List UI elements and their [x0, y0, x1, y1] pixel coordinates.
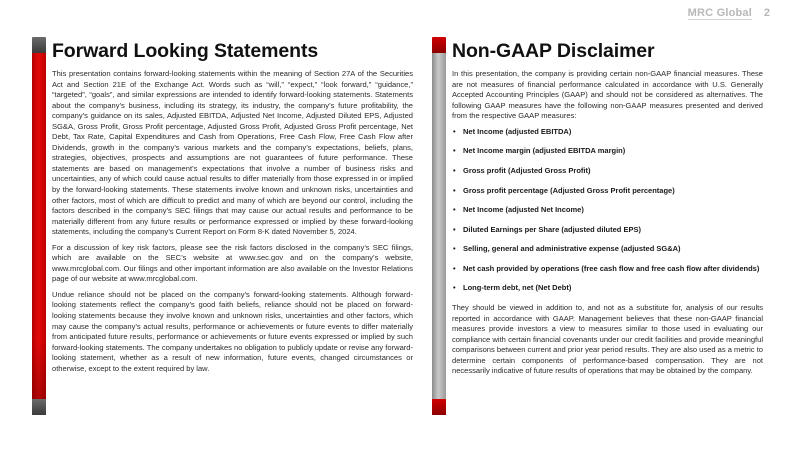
- list-item: [452, 205, 763, 215]
- bullet-icon: •: [453, 146, 456, 156]
- list-item: [452, 127, 763, 137]
- bullet-icon: •: [453, 165, 456, 175]
- list-item-text: Net Income (adjusted EBITDA): [463, 126, 572, 136]
- bullet-icon: •: [453, 205, 456, 215]
- forward-looking-statements-section: [52, 40, 413, 379]
- paragraph: This presentation contains forward-looking statements within the meaning of Section 27A of the Securities Act and Section 21E of the Exchange Act. Words such as “will,” “expect,” “look forward,” “guidance,” “targeted”, “goals”, and similar expressions are intended to identify forward-looking statements. Statements about the company’s business, including its strategy, its industry, the company’s future profitability, the company’s guidance on its sales, Adjusted EBITDA, Adjusted Net Income, Adjusted Diluted EPS, Adjusted SG&A, Gross Profit, Gross Profit percentage, Adjusted Gross Profit, Adjusted Gross Profit percentage, Net Debt, Tax Rate, Capital Expenditures and Cash from Operations, Free Cash Flow, Free Cash Flow after Dividends, growth in the company’s various markets and the company’s expectations, beliefs, plans, strategies, objectives, prospects and assumptions are not guarantees of future performance. These statements are based on management’s expectations that involve a number of business risks and uncertainties, any of which could cause actual results to differ materially from those expressed in or implied by the forward-looking statements. These statements involve known and unknown risks, uncertainties and other factors, most of which are difficult to predict and many of which are beyond our control, including the factors described in the company’s SEC filings that may cause our actual results and performance to be materially different from any future results or performance expressed or implied by these forward-looking statements, including the company’s Current Report on Form 8-K dated November 5, 2024.: [52, 69, 413, 237]
- page-number: 2: [763, 7, 770, 19]
- list-item: [452, 166, 763, 176]
- closing-paragraph: They should be viewed in addition to, and not as a substitute for, analysis of our results reported in accordance with GAAP. Management believes that these non-GAAP financial measures provide investors a view to measures similar to those used in evaluating our compliance with certain financial covenants under our credit facilities and provide meaningful comparisons between current and prior year period results. They are also used as a metric to determine certain components of performance-based compensation. They are not necessarily indicative of future results of operations that may be obtained by the company.: [452, 303, 763, 376]
- list-item: [452, 225, 763, 235]
- right-bar-top-cap: [432, 37, 446, 53]
- list-item-text: Net cash provided by operations (free cash flow and free cash flow after dividends): [463, 263, 760, 273]
- list-item-text: Gross profit percentage (Adjusted Gross Profit percentage): [463, 185, 675, 195]
- gaap-measures-list: [452, 127, 763, 294]
- section-title: Non-GAAP Disclaimer: [452, 40, 655, 62]
- paragraph: For a discussion of key risk factors, please see the risk factors disclosed in the company’s SEC filings, which are available on the SEC’s website at www.sec.gov and on the company’s website, www.mrcglobal.com. Our filings and other important information are also available on the Investor Relations page of our website at www.mrcglobal.com.: [52, 242, 413, 284]
- list-item: [452, 244, 763, 254]
- list-item: [452, 264, 763, 274]
- list-item-text: Net Income (adjusted Net Income): [463, 205, 584, 215]
- bullet-icon: •: [453, 263, 456, 273]
- list-item-text: Selling, general and administrative expense (adjusted SG&A): [463, 244, 681, 254]
- bullet-icon: •: [453, 244, 456, 254]
- left-bar-body: [32, 53, 46, 399]
- bullet-icon: •: [453, 126, 456, 136]
- left-bar-top-cap: [32, 37, 46, 53]
- list-item-text: Net Income margin (adjusted EBITDA margin): [463, 146, 626, 156]
- bullet-icon: •: [453, 185, 456, 195]
- bullet-icon: •: [453, 224, 456, 234]
- right-bar-body: [432, 53, 446, 399]
- non-gaap-disclaimer-section: [452, 40, 763, 382]
- bullet-icon: •: [453, 283, 456, 293]
- list-item-text: Gross profit (Adjusted Gross Profit): [463, 165, 591, 175]
- list-item: [452, 186, 763, 196]
- list-item-text: Long-term debt, net (Net Debt): [463, 283, 572, 293]
- left-accent-bar: [32, 37, 46, 415]
- list-item-text: Diluted Earnings per Share (adjusted diluted EPS): [463, 224, 641, 234]
- right-accent-bar: [432, 37, 446, 415]
- right-bar-bottom-cap: [432, 399, 446, 415]
- section-title: Forward Looking Statements: [52, 40, 319, 62]
- list-item: [452, 283, 763, 293]
- intro-paragraph: In this presentation, the company is providing certain non-GAAP financial measures. These are not measures of financial performance calculated in accordance with U.S. Generally Accepted Accounting Principles (GAAP) and should not be considered as alternatives. The following GAAP measures have the following non-GAAP measures presented and derived from the respective GAAP measures:: [452, 69, 763, 121]
- paragraph: Undue reliance should not be placed on the company’s forward-looking statements. Although forward-looking statements reflect the company’s good faith beliefs, reliance should not be placed on forward-looking statements because they involve known and unknown risks, uncertainties and other factors, which may cause the company’s actual results, performance or achievements or future events to differ materially from anticipated future results, performance or achievements or future events expressed or implied by such forward-looking statements. The company undertakes no obligation to publicly update or revise any forward-looking statement, whether as a result of new information, future events, changed circumstances or otherwise, except to the extent required by law.: [52, 289, 413, 373]
- left-bar-bottom-cap: [32, 399, 46, 415]
- header-brand-logo: MRC Global: [687, 7, 752, 19]
- list-item: [452, 146, 763, 156]
